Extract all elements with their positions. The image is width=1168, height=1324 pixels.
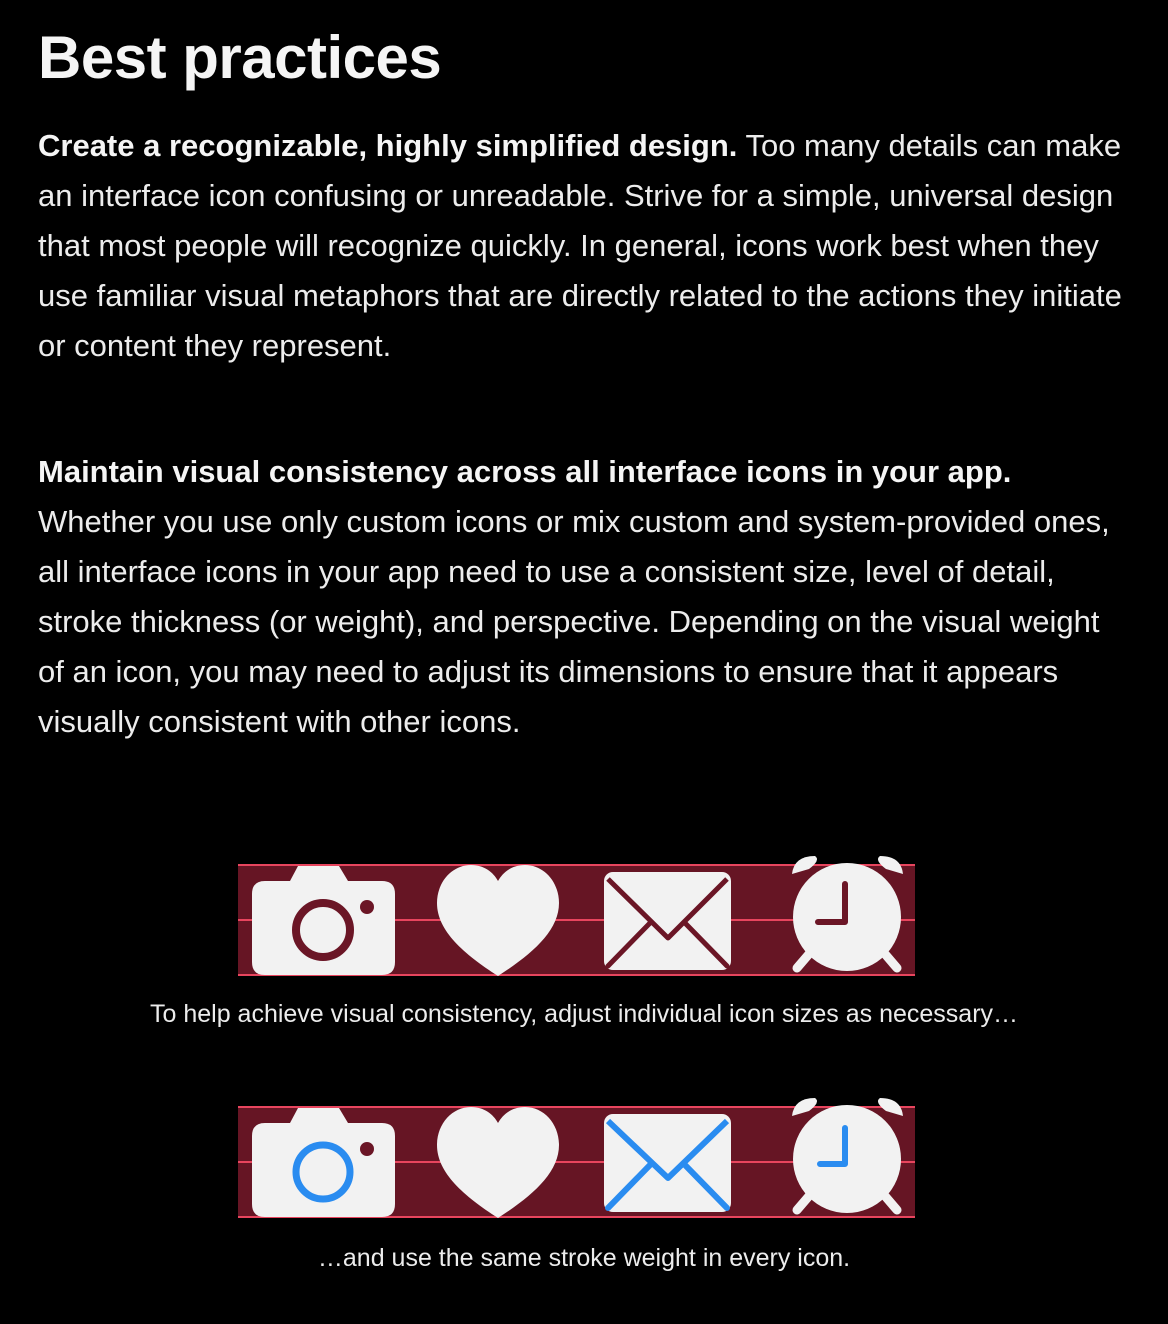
paragraph-lead: Create a recognizable, highly simplified design.: [38, 128, 738, 163]
paragraph-lead: Maintain visual consistency across all interface icons in your app.: [38, 454, 1012, 489]
paragraph-body: Whether you use only custom icons or mix custom and system-provided ones, all interface icons in your app need to use a consistent size, level of detail, stroke thickness (or weight), and perspective. Depending on the visual weight of an icon, you may need to adjust its dimensions to ensure that it appears visually consistent with other icons.: [38, 504, 1110, 739]
paragraph-body: Too many details can make an interface icon confusing or unreadable. Strive for a simple, universal design that most people will recognize quickly. In general, icons work best when they use familiar visual metaphors that are directly related to the actions they initiate or content they represent.: [38, 128, 1122, 363]
camera-icon: [252, 866, 395, 975]
figure-caption: To help achieve visual consistency, adjust individual icon sizes as necessary…: [149, 1000, 1019, 1028]
figure-same-stroke-weight: [0, 1092, 1168, 1274]
icon-strip: [238, 1092, 916, 1220]
camera-icon: [252, 1108, 395, 1217]
envelope-icon: [604, 872, 731, 970]
figure-adjusted-sizes: [0, 850, 1168, 1030]
icon-strip: [238, 850, 916, 978]
paragraph-simplified-design: [38, 121, 1128, 371]
page-title: Best practices: [38, 24, 442, 91]
figure-caption: …and use the same stroke weight in every icon.: [317, 1244, 851, 1272]
envelope-icon: [604, 1114, 731, 1212]
paragraph-visual-consistency: [38, 447, 1128, 747]
